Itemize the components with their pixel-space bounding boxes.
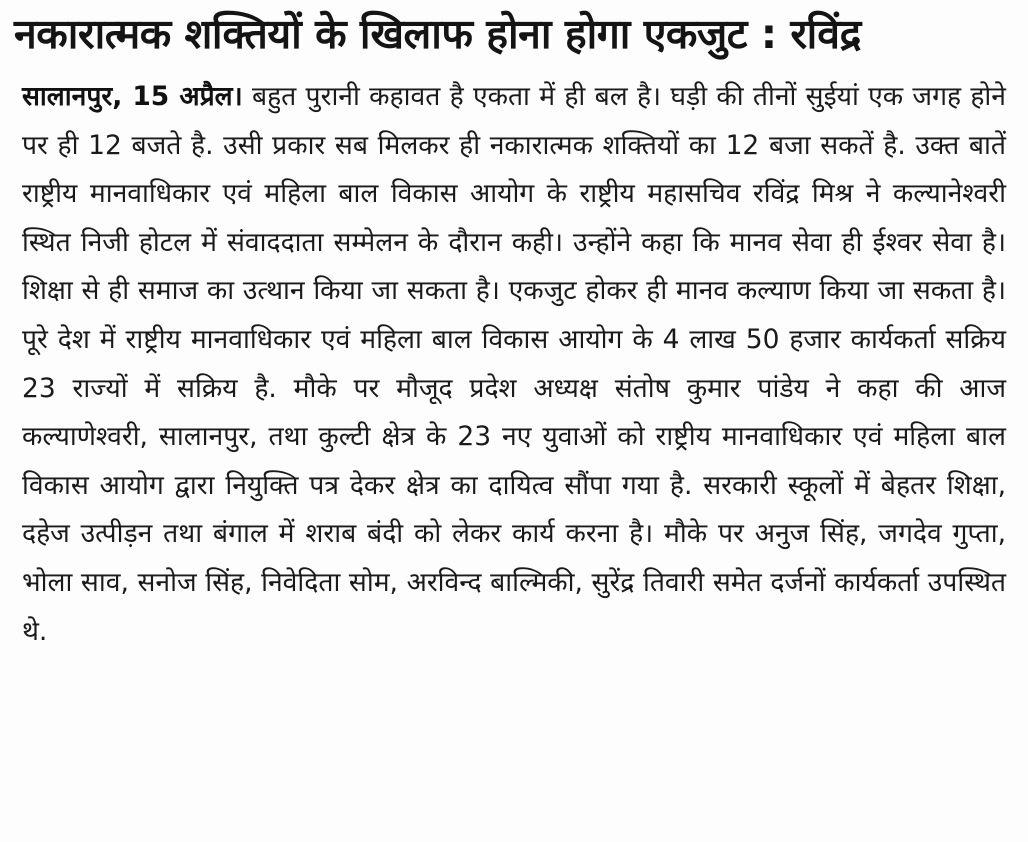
article-body-text: बहुत पुरानी कहावत है एकता में ही बल है। घड़ी की तीनों सुईयां एक जगह होने पर ही 12 बजते है. उसी प्रकार सब मिलकर ही नकारात्मक शक्तियों का 12 बजा सकतें है. उक्त बातें राष्ट्रीय मानवाधिकार एवं महिला बाल विकास आयोग के राष्ट्रीय महासचिव रविंद्र मिश्र ने कल्यानेश्वरी स्थित निजी होटल में संवाददाता सम्मेलन के दौरान कही। उन्होंने कहा कि मानव सेवा ही ईश्वर सेवा है। शिक्षा से ही समाज का उत्थान किया जा सकता है। एकजुट होकर ही मानव कल्याण किया जा सकता है। पूरे देश में राष्ट्रीय मानवाधिकार एवं महिला बाल विकास आयोग के 4 लाख 50 हजार कार्यकर्ता सक्रिय 23 राज्यों में सक्रिय है. मौके पर मौजूद प्रदेश अध्यक्ष संतोष कुमार पांडेय ने कहा की आज कल्याणेश्वरी, सालानपुर, तथा कुल्टी क्षेत्र के 23 नए युवाओं को राष्ट्रीय मानवाधिकार एवं महिला बाल विकास आयोग द्वारा नियुक्ति पत्र देकर क्षेत्र का दायित्व सौंपा गया है. सरकारी स्कूलों में बेहतर शिक्षा, दहेज उत्पीड़न तथा बंगाल में शराब बंदी को लेकर कार्य करना है। मौके पर अनुज सिंह, जगदेव गुप्ता, भोला साव, सनोज सिंह, निवेदिता सोम, अरविन्द बाल्मिकी, सुरेंद्र तिवारी समेत दर्जनों कार्यकर्ता उपस्थित थे. (22, 81, 1007, 647)
article-body (22, 73, 1006, 656)
article-dateline: सालानपुर, 15 अप्रैल। (22, 81, 243, 112)
article-headline: नकारात्मक शक्तियों के खिलाफ होना होगा एकजुट : रविंद्र (14, 10, 861, 58)
